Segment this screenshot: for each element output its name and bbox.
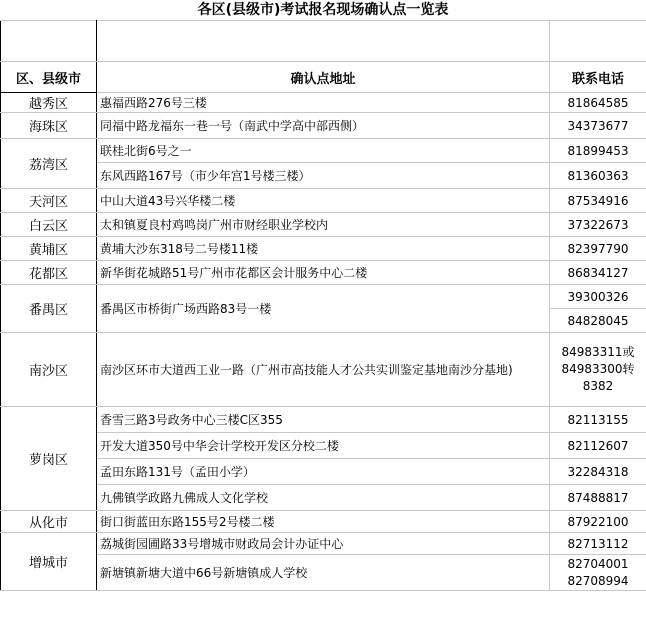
address-cell: 新华街花城路51号广州市花都区会计服务中心二楼 — [97, 261, 550, 285]
address-cell: 荔城街园圃路33号增城市财政局会计办证中心 — [97, 533, 550, 555]
address-cell: 番禺区市桥街广场西路83号一楼 — [97, 285, 550, 333]
table-row — [1, 533, 646, 555]
district-cell: 海珠区 — [1, 113, 97, 139]
address-cell: 中山大道43号兴华楼二楼 — [97, 189, 550, 213]
phone-cell: 81360363 — [550, 163, 646, 189]
address-cell: 黄埔大沙东318号二号楼11楼 — [97, 237, 550, 261]
district-cell: 萝岗区 — [1, 407, 97, 511]
table-row — [1, 433, 646, 459]
address-cell: 开发大道350号中华会计学校开发区分校二楼 — [97, 433, 550, 459]
header-row — [1, 62, 646, 93]
phone-cell: 87488817 — [550, 485, 646, 511]
page-title: 各区(县级市)考试报名现场确认点一览表 — [197, 2, 449, 18]
district-cell: 增城市 — [1, 533, 97, 591]
table-row — [1, 113, 646, 139]
table-row — [1, 555, 646, 591]
phone-cell: 84828045 — [550, 309, 646, 333]
address-cell: 南沙区环市大道西工业一路（广州市高技能人才公共实训鉴定基地南沙分基地) — [97, 333, 550, 407]
blank-row — [1, 21, 646, 62]
phone-cell: 87534916 — [550, 189, 646, 213]
district-cell: 白云区 — [1, 213, 97, 237]
phone-cell — [550, 555, 646, 591]
header-district: 区、县级市 — [1, 62, 97, 93]
address-cell: 孟田东路131号（孟田小学） — [97, 459, 550, 485]
district-cell: 花都区 — [1, 261, 97, 285]
header-phone: 联系电话 — [550, 62, 646, 93]
address-cell: 东风西路167号（市少年宫1号楼三楼） — [97, 163, 550, 189]
table-row — [1, 511, 646, 533]
table-row — [1, 237, 646, 261]
table-row — [1, 285, 646, 309]
phone-cell: 82113155 — [550, 407, 646, 433]
district-cell: 天河区 — [1, 189, 97, 213]
table-row — [1, 333, 646, 407]
district-cell: 越秀区 — [1, 93, 97, 113]
phone-cell: 34373677 — [550, 113, 646, 139]
address-cell: 九佛镇学政路九佛成人文化学校 — [97, 485, 550, 511]
confirmation-points-table — [0, 20, 646, 591]
table-row — [1, 407, 646, 433]
table-row — [1, 189, 646, 213]
phone-cell: 82397790 — [550, 237, 646, 261]
address-cell: 同福中路龙福东一巷一号（南武中学高中部西侧） — [97, 113, 550, 139]
phone-cell: 82713112 — [550, 533, 646, 555]
blank-cell — [97, 21, 550, 62]
district-cell: 南沙区 — [1, 333, 97, 407]
phone-cell: 86834127 — [550, 261, 646, 285]
district-cell: 从化市 — [1, 511, 97, 533]
table-row — [1, 93, 646, 113]
header-address: 确认点地址 — [97, 62, 550, 93]
district-cell: 番禺区 — [1, 285, 97, 333]
phone-cell: 82112607 — [550, 433, 646, 459]
blank-cell — [550, 21, 646, 62]
phone-cell: 84983311或84983300转8382 — [550, 333, 646, 407]
phone-cell: 87922100 — [550, 511, 646, 533]
table-row — [1, 459, 646, 485]
blank-cell — [1, 21, 97, 62]
table-row — [1, 213, 646, 237]
phone-cell: 81899453 — [550, 139, 646, 163]
address-cell: 香雪三路3号政务中心三楼C区355 — [97, 407, 550, 433]
phone-cell: 37322673 — [550, 213, 646, 237]
phone-cell: 81864585 — [550, 93, 646, 113]
phone-line: 82704001 — [567, 556, 629, 571]
phone-cell: 32284318 — [550, 459, 646, 485]
table-row — [1, 261, 646, 285]
phone-line: 82708994 — [567, 573, 629, 588]
address-cell: 街口街蓝田东路155号2号楼二楼 — [97, 511, 550, 533]
district-cell: 荔湾区 — [1, 139, 97, 189]
table-row — [1, 163, 646, 189]
table-row — [1, 139, 646, 163]
address-cell: 太和镇夏良村鸡鸣岗广州市财经职业学校内 — [97, 213, 550, 237]
table-row — [1, 485, 646, 511]
address-cell: 新塘镇新塘大道中66号新塘镇成人学校 — [97, 555, 550, 591]
address-cell: 联桂北街6号之一 — [97, 139, 550, 163]
address-cell: 惠福西路276号三楼 — [97, 93, 550, 113]
phone-cell: 39300326 — [550, 285, 646, 309]
district-cell: 黄埔区 — [1, 237, 97, 261]
